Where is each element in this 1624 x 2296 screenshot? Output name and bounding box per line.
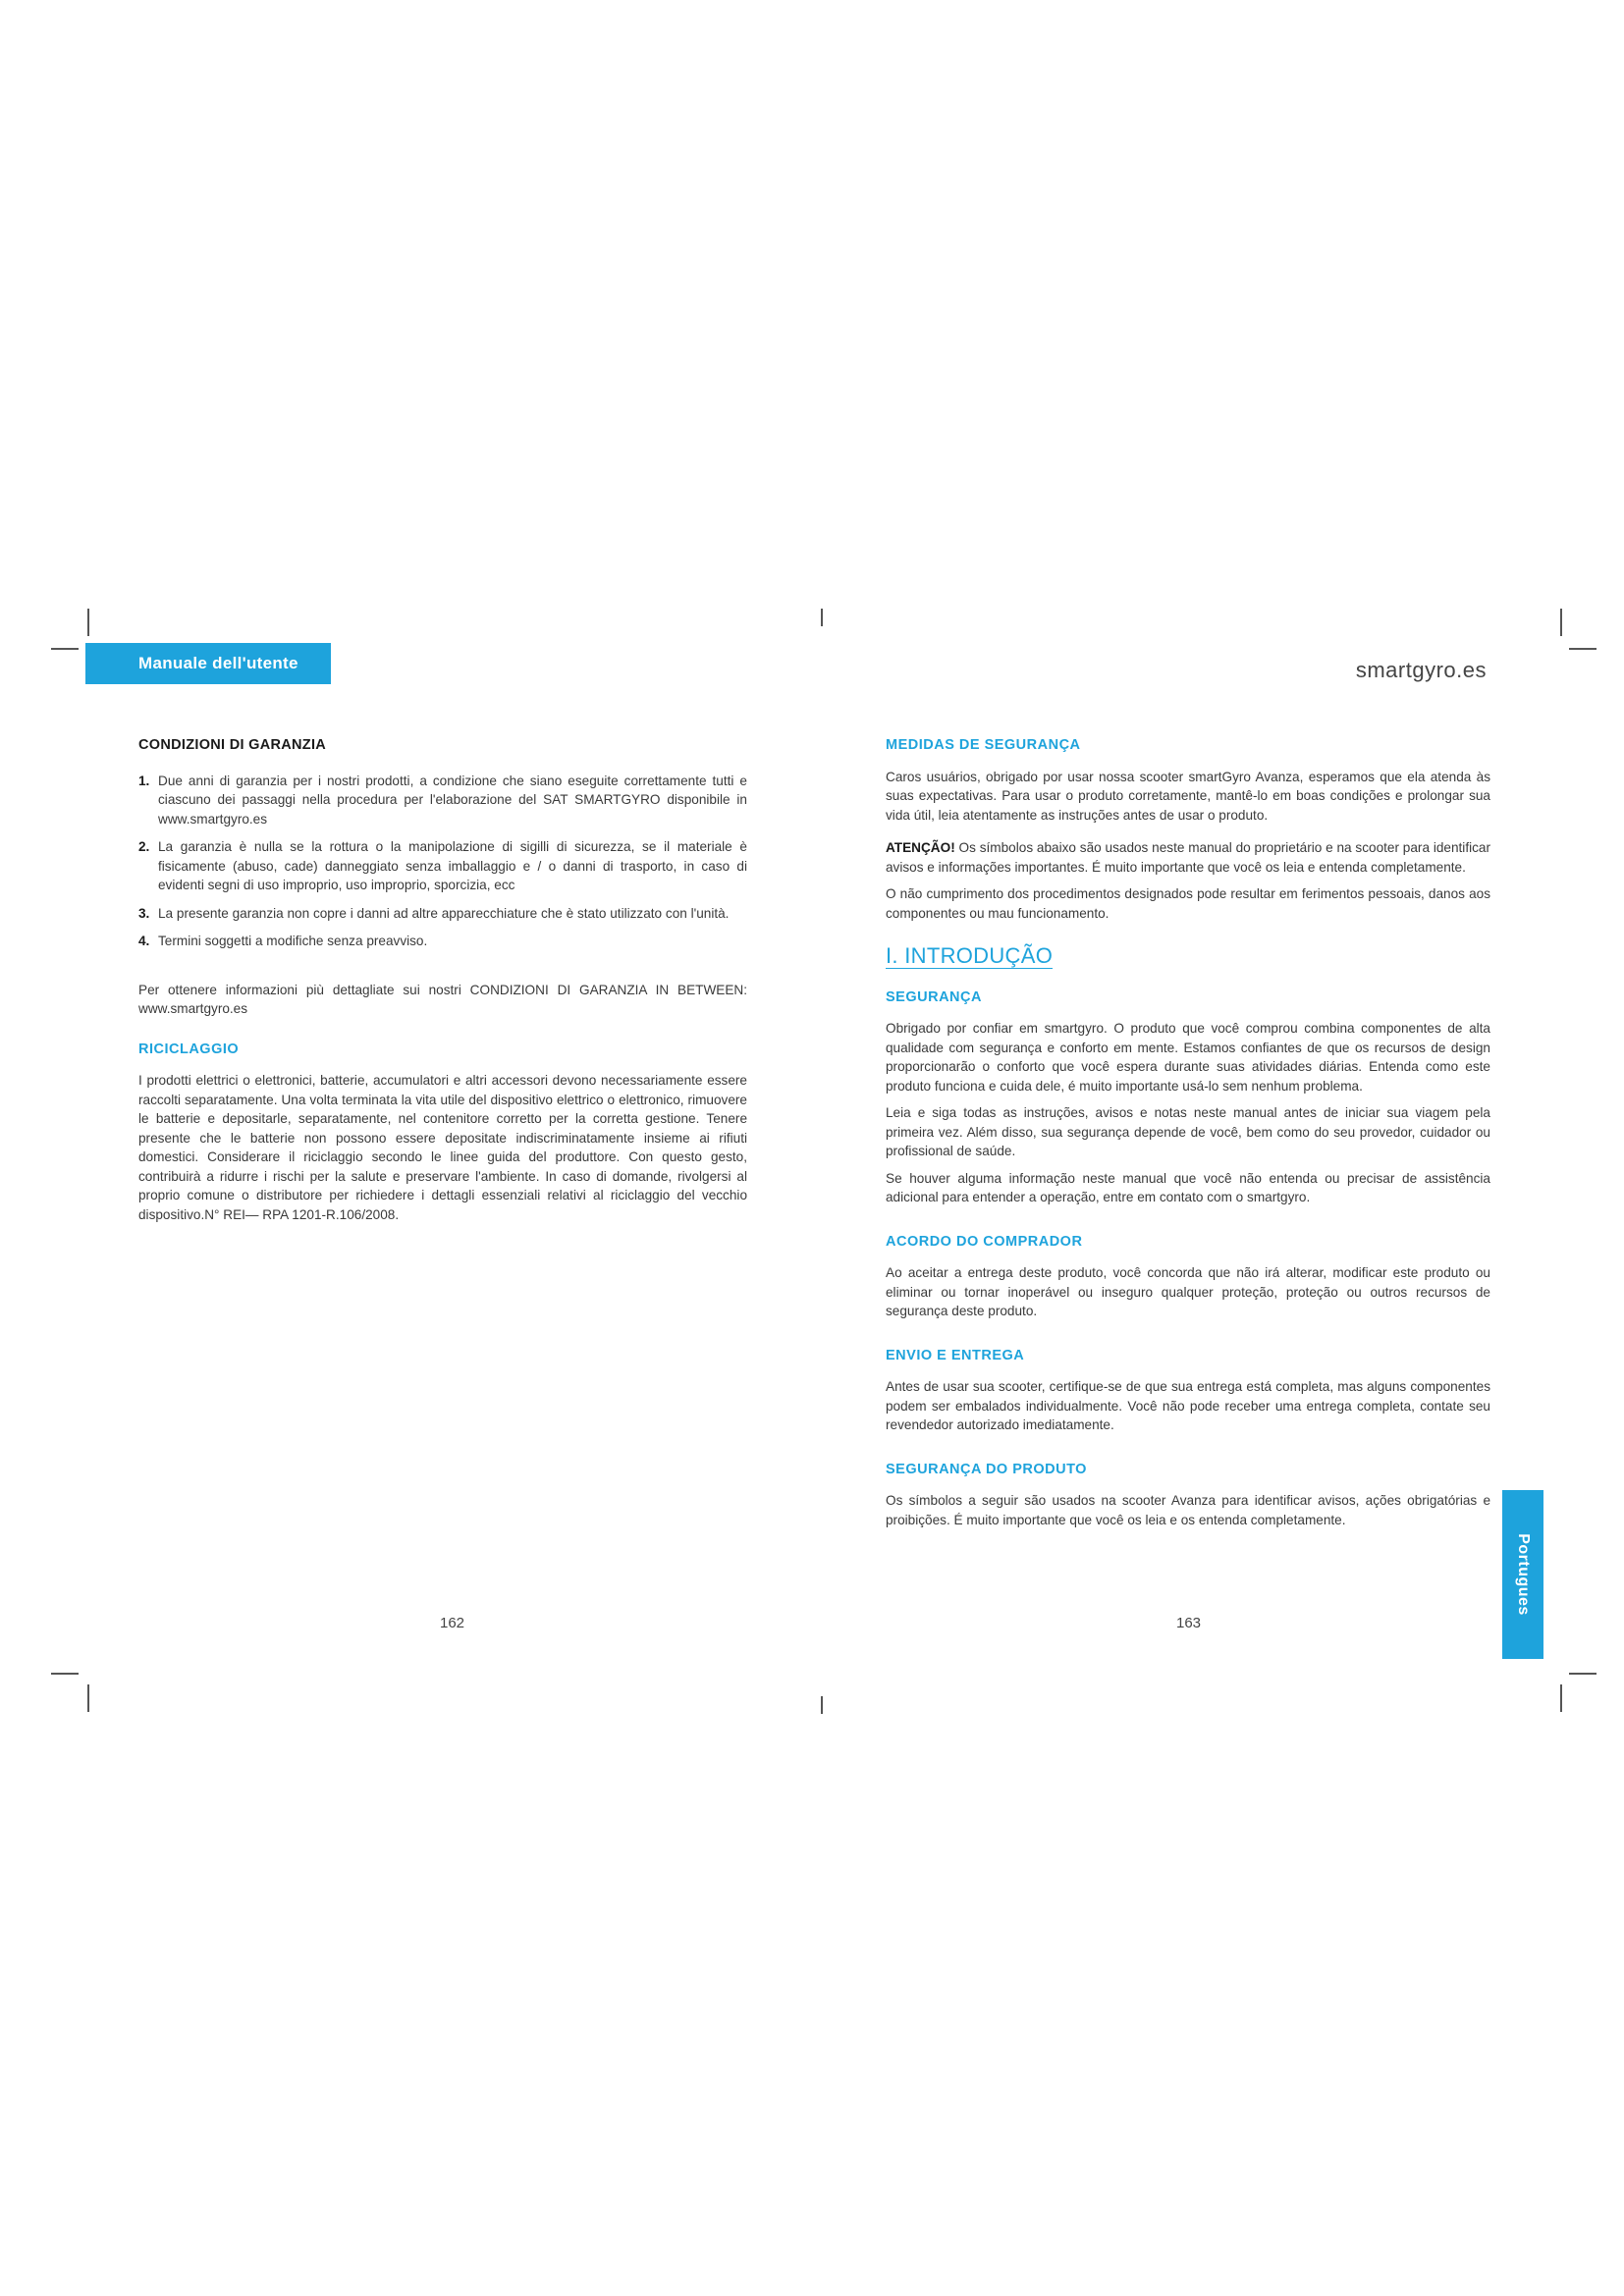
list-item-text: La presente garanzia non copre i danni ad altre apparecchiature che è stato utilizzato con l'unità. xyxy=(158,905,730,921)
list-item-text: Termini soggetti a modifiche senza preavviso. xyxy=(158,934,428,948)
language-side-tab-label: Portugues xyxy=(1515,1533,1532,1616)
attention-label: ATENÇÃO! xyxy=(886,840,955,855)
security-title: SEGURANÇA xyxy=(886,988,982,1005)
manual-header-tab: Manuale dell'utente xyxy=(85,643,331,684)
left-page-column xyxy=(138,736,747,1232)
crop-mark-bl-h xyxy=(51,1673,79,1675)
safety-intro: Caros usuários, obrigado por usar nossa scooter smartGyro Avanza, esperamos que ela atenda às suas expectativas. Para usar o produto corretamente, mantê-lo em boas condições e prolongar sua vida útil, leia atentamente as instruções antes de usar o produto. xyxy=(886,769,1490,823)
product-safety-text: Os símbolos a seguir são usados na scooter Avanza para identificar avisos, ações obrigatórias e proibições. É muito importante que você os leia e os entenda completamente. xyxy=(886,1493,1490,1527)
security-paragraph-1: Obrigado por confiar em smartgyro. O produto que você comprou combina componentes de alta qualidade com segurança e conforto em mente. Estamos confiantes de que os recursos de design proporcionarão o conforto que você espera durante suas atividades diárias. Entenda como este produto funciona e cuida dele, é muito importante usá-lo sem nenhum problema. xyxy=(886,1021,1490,1094)
list-item-number: 4. xyxy=(138,934,150,948)
warranty-list xyxy=(138,772,747,951)
shipping-text: Antes de usar sua scooter, certifique-se de que sua entrega está completa, mas alguns componentes podem ser embalados individualmente. Você não pode receber uma entrega completa, contate seu revendedor autorizado imediatamente. xyxy=(886,1379,1490,1432)
shipping-title: ENVIO E ENTREGA xyxy=(886,1347,1025,1363)
site-url: smartgyro.es xyxy=(1355,658,1487,682)
buyer-agreement-title: ACORDO DO COMPRADOR xyxy=(886,1233,1083,1250)
crop-mark-tr-h xyxy=(1569,648,1597,650)
buyer-agreement-text: Ao aceitar a entrega deste produto, você concorda que não irá alterar, modificar este produto ou eliminar ou tornar inoperável ou inseguro qualquer proteção, proteção ou outros recursos de segurança deste produto. xyxy=(886,1265,1490,1318)
crop-mark-tc-v xyxy=(821,609,823,626)
recycling-title: RICICLAGGIO xyxy=(138,1041,240,1057)
recycling-text: I prodotti elettrici o elettronici, batterie, accumulatori e altri accessori devono necessariamente essere raccolti separatamente. Una volta terminata la vita utile del dispositivo elettrico o elettronico, rimuovere le batterie e depositarle, separatamente, nel contenitore corretto per la corretta gestione. Tenere presente che le batterie non possono essere depositate indiscriminatamente insieme ai rifiuti domestici. Considerare il riciclaggio secondo le linee guida del produttore. Con questo gesto, contribuirà a ridurre i rischi per la salute e preservare l'ambiente. In caso di domande, rivolgersi al proprio comune o distributore per richiedere i dettagli essenziali relativi al riciclaggio del vecchio dispositivo.N° REI— RPA 1201-R.106/2008. xyxy=(138,1073,747,1222)
crop-mark-tr-v xyxy=(1560,609,1562,636)
crop-mark-bc-v xyxy=(821,1696,823,1714)
safety-measures-title: MEDIDAS DE SEGURANÇA xyxy=(886,737,1081,753)
list-item-number: 1. xyxy=(138,773,150,788)
crop-mark-tl-h xyxy=(51,648,79,650)
right-page-column xyxy=(886,736,1490,1537)
page-number-right: 163 xyxy=(1176,1615,1202,1631)
language-side-tab xyxy=(1502,1490,1543,1659)
warranty-title: CONDIZIONI DI GARANZIA xyxy=(138,737,327,753)
list-item-number: 3. xyxy=(138,905,150,921)
attention-text: Os símbolos abaixo são usados neste manual do proprietário e na scooter para identificar avisos e informações importantes. É muito importante que você os leia e entenda completamente. xyxy=(886,840,1490,875)
introduction-heading: I. INTRODUÇÃO xyxy=(886,943,1054,968)
warranty-more-info: Per ottenere informazioni più dettagliate sui nostri CONDIZIONI DI GARANZIA IN BETWEEN: www.smartgyro.es xyxy=(138,982,747,1016)
product-safety-title: SEGURANÇA DO PRODUTO xyxy=(886,1461,1087,1477)
noncompliance-text: O não cumprimento dos procedimentos designados pode resultar em ferimentos pessoais, danos aos componentes ou mau funcionamento. xyxy=(886,886,1490,921)
crop-mark-br-v xyxy=(1560,1684,1562,1712)
list-item-text: La garanzia è nulla se la rottura o la manipolazione di sigilli di sicurezza, se il materiale è fisicamente (abuso, cade) danneggiato senza imballaggio e / o danni di trasporto, in caso di evidenti segni di uso improprio, uso improprio, sporcizia, ecc xyxy=(158,839,747,892)
list-item-text: Due anni di garanzia per i nostri prodotti, a condizione che siano eseguite correttamente tutti e ciascuno dei passaggi nella procedura per l'elaborazione del SAT SMARTGYRO disponibile in www.smartgyro.es xyxy=(158,773,747,827)
security-paragraph-3: Se houver alguma informação neste manual que você não entenda ou precisar de assistência adicional para entender a operação, entre em contato com o smartgyro. xyxy=(886,1170,1490,1204)
list-item xyxy=(138,772,747,829)
crop-mark-tl-v xyxy=(87,609,89,636)
list-item xyxy=(138,904,747,924)
crop-mark-bl-v xyxy=(87,1684,89,1712)
list-item xyxy=(138,932,747,951)
crop-mark-br-h xyxy=(1569,1673,1597,1675)
list-item-number: 2. xyxy=(138,839,150,854)
page-number-left: 162 xyxy=(440,1615,465,1631)
security-paragraph-2: Leia e siga todas as instruções, avisos e notas neste manual antes de iniciar sua viagem pela primeira vez. Além disso, sua segurança depende de você, bem como do seu provedor, cuidador ou profissional de saúde. xyxy=(886,1105,1490,1158)
attention-paragraph xyxy=(886,838,1490,877)
list-item xyxy=(138,837,747,895)
